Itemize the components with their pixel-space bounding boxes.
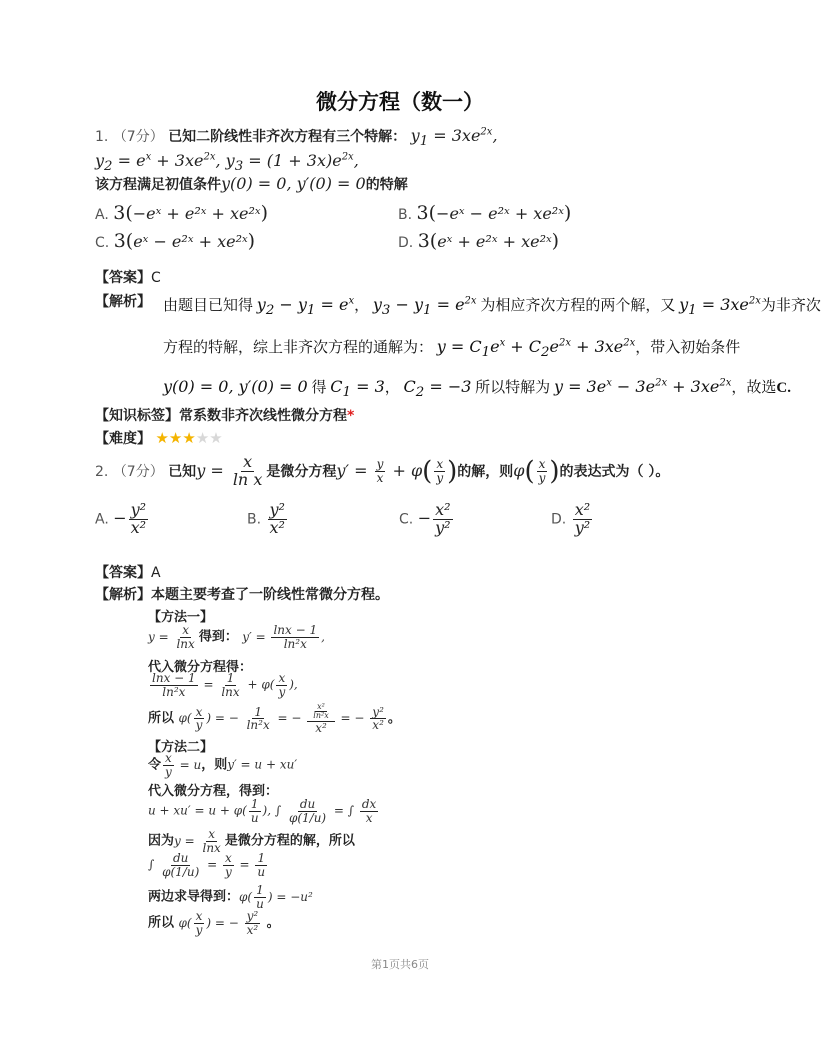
solution-line: 所以 φ( $\frac{x}{y}$ ) = − $\frac{\text{y²}}{\text{x²}}$ 。 (148, 909, 280, 937)
option-d[interactable]: D. 3(eˣ + e²ˣ + xe²ˣ) (398, 230, 560, 252)
knowledge-tag[interactable]: 常系数非齐次线性微分方程 (179, 408, 347, 424)
solution-line: 所以 φ( $\frac{x}{y}$ ) = − $\frac{1}{\text{ln²x}}$ = − $\frac{\frac{\text{x²}}{\text{ln²x}}}{\text{x²}}$ = − $\frac{\text{y²}}{\text{x²}}$ 。 (148, 702, 401, 735)
page-title: 微分方程（数一） (316, 90, 484, 114)
math-expression: $y_1 = 3xe^{2x}$, (410, 126, 498, 150)
star-icon: ★ (155, 429, 169, 447)
math-expression: $y_1 = 3xe^{2x}$ (679, 295, 761, 319)
option-b[interactable]: B. $\frac{\text{y²}}{\text{x²}}$ (247, 500, 285, 537)
method-1-label: 【方法一】 (148, 610, 214, 625)
math-expression: $y_2 = e^x + 3xe^{2x}$, $y_3 = (1 + 3x)e^{2x}$, (95, 151, 359, 175)
difficulty-row: 【难度】 ★★★★★ (95, 429, 223, 447)
star-icon: ★ (182, 429, 196, 447)
math-expression: φ( $\frac{x}{y}$ ) (513, 456, 560, 487)
math-expression: y′ = $\frac{y}{x}$ + φ( $\frac{x}{y}$ ) (336, 456, 458, 487)
solution-line: 代入微分方程，得到： (148, 784, 279, 799)
analysis-line: 由题目已知得 $y_2 - y_1 = e^x$， $y_3 - y_1 = e^{2x}$ 为相应齐次方程的两个解，又 $y_1 = 3xe^{2x}$为非齐次 (163, 295, 821, 319)
question-number: 2. (95, 463, 109, 480)
math-expression: y(0) = 0, y′(0) = 0 (163, 377, 308, 396)
math-expression: y = $\frac{x}{\text{ln x}}$ (196, 452, 263, 489)
solution-line: ∫ $\frac{du}{\varphi(1/u)}$ = $\frac{x}{y}$ = $\frac{1}{u}$ (148, 851, 266, 879)
question-score: （7分） (112, 129, 164, 145)
solution-line: u + xu′ = u + φ( $\frac{1}{u}$ ), ∫ $\frac{du}{\varphi(1/u)}$ = ∫ $\frac{dx}{x}$ (148, 797, 377, 825)
page-footer: 第1页共6页 (371, 958, 429, 971)
answer-value: C (151, 270, 161, 286)
question-stem: 已知二阶线性非齐次方程有三个特解： (168, 129, 407, 145)
method-2-label: 【方法二】 (148, 740, 214, 755)
answer-row: 【答案】A (95, 565, 161, 581)
star-icon: ★ (209, 429, 223, 447)
answer-value: A (151, 565, 161, 581)
option-c[interactable]: C. − $\frac{\text{x²}}{\text{y²}}$ (399, 500, 451, 537)
question-2-header: 2. （7分） 已知y = $\frac{x}{\text{ln x}}$ 是微分方程y′ = $\frac{y}{x}$ + φ( $\frac{x}{y}$ )的解，则φ( $\frac{x}{y}$ )的表达式为（ ）。 (95, 452, 670, 489)
question-number: 1. (95, 129, 109, 145)
analysis-row: 【解析】本题主要考查了一阶线性常微分方程。 (95, 587, 389, 603)
math-expression: $C_2 = -3$ (403, 377, 472, 401)
star-icon: ★ (168, 429, 183, 447)
analysis-line: 方程的特解，综上非齐次方程的通解为： $y = C_1e^x + C_2e^{2x} + 3xe^{2x}$，带入初始条件 (163, 337, 741, 361)
option-c[interactable]: C. 3(eˣ − e²ˣ + xe²ˣ) (95, 230, 256, 252)
solution-line: 两边求导得到：φ( $\frac{1}{u}$ ) = −u² (148, 883, 313, 911)
question-1-header (95, 126, 498, 149)
option-a[interactable]: A. − $\frac{\text{y²}}{\text{x²}}$ (95, 500, 147, 537)
question-score: （7分） (112, 463, 164, 480)
math-expression: $y_3 - y_1 = e^{2x}$ (372, 295, 477, 319)
math-expression: $C_1 = 3$ (330, 377, 385, 401)
solution-line: 代入微分方程得： (148, 660, 253, 675)
solution-line: 令 $\frac{x}{y}$ = u，则y′ = u + xu′ (148, 751, 298, 779)
answer-row: 【答案】C (95, 270, 161, 286)
math-expression: $y = 3e^x - 3e^{2x} + 3xe^{2x}$ (553, 377, 732, 396)
math-expression: y(0) = 0, y′(0) = 0 (221, 174, 366, 193)
solution-line: $\frac{\ln x - 1}{\text{ln²x}}$ = $\frac{1}{\ln x}$ + φ( $\frac{x}{y}$ ), (152, 671, 298, 699)
solution-line: y = $\frac{x}{\ln x}$ 得到： y′ = $\frac{\ln x - 1}{\text{ln²x}}$ , (148, 623, 325, 651)
solution-line: 因为y = $\frac{x}{\ln x}$ 是微分方程的解，所以 (148, 827, 355, 855)
knowledge-tag-row: 【知识标签】常系数非齐次线性微分方程* (95, 408, 355, 424)
required-marker: * (347, 408, 355, 424)
analysis-line: y(0) = 0, y′(0) = 0 得 $C_1 = 3$， $C_2 = -3$ 所以特解为 $y = 3e^x - 3e^{2x} + 3xe^{2x}$，故选C. (163, 377, 791, 401)
math-expression: $y = C_1e^x + C_2e^{2x} + 3xe^{2x}$ (436, 337, 636, 361)
analysis-label: 【解析】 (95, 294, 151, 310)
question-1-condition: 该方程满足初值条件y(0) = 0, y′(0) = 0的特解 (95, 174, 408, 193)
math-expression: $y_2 - y_1 = e^x$ (256, 295, 355, 319)
option-b[interactable]: B. 3(−eˣ − e²ˣ + xe²ˣ) (398, 202, 572, 224)
option-d[interactable]: D. $\frac{\text{x²}}{\text{y²}}$ (551, 500, 591, 537)
option-a[interactable]: A. 3(−eˣ + e²ˣ + xe²ˣ) (95, 202, 269, 224)
star-icon: ★ (195, 429, 210, 447)
